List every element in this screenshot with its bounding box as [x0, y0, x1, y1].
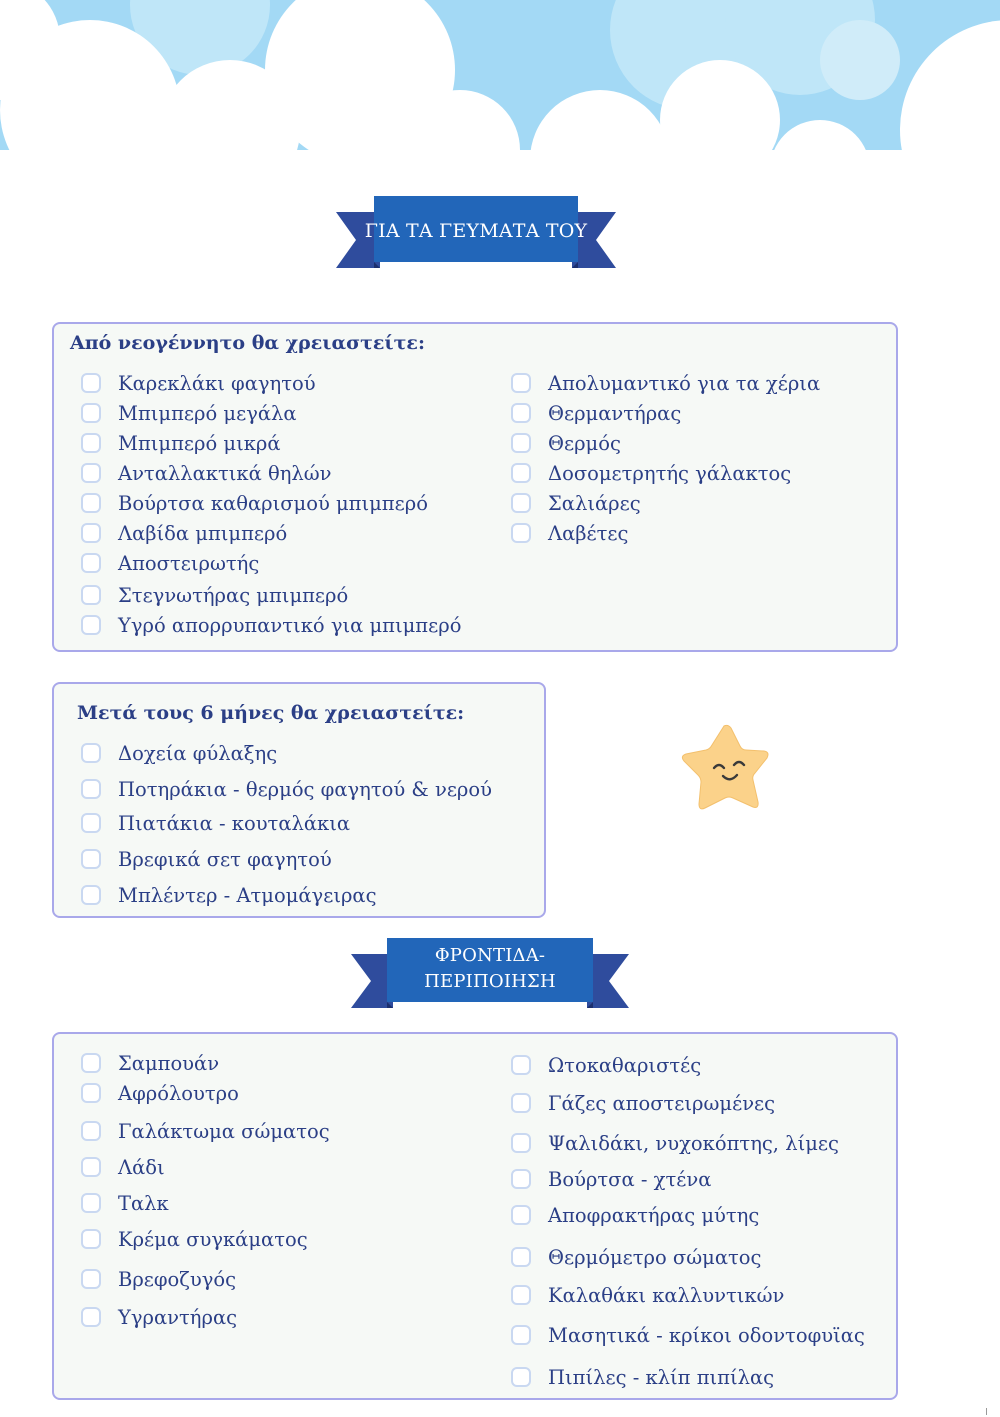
checklist-item-label: Δοχεία φύλαξης [118, 742, 278, 765]
checkbox-icon[interactable] [511, 1055, 531, 1075]
section-ribbon-care [351, 938, 629, 1010]
checklist-item-label: Γάζες αποστειρωμένες [548, 1092, 776, 1115]
checklist-item-label: Υγραντήρας [118, 1306, 238, 1329]
checkbox-icon[interactable] [511, 1285, 531, 1305]
checklist-item-label: Λάδι [118, 1156, 165, 1179]
checklist-item-label: Απολυμαντικό για τα χέρια [548, 372, 821, 395]
checklist-item-label: Αποστειρωτής [118, 552, 260, 575]
checkbox-icon[interactable] [81, 523, 101, 543]
checklist-item-label: Λαβέτες [548, 522, 629, 545]
checklist-item-label: Πιατάκια - κουταλάκια [118, 812, 351, 835]
checkbox-icon[interactable] [511, 493, 531, 513]
section-title-care-line2: ΠΕΡΙΠΟΙΗΣΗ [424, 971, 556, 992]
checklist-item-label: Υγρό απορρυπαντικό για μπιμπερό [118, 614, 462, 637]
checkbox-icon[interactable] [81, 813, 101, 833]
section-title-meals: ΓΙΑ ΤΑ ΓΕΥΜΑΤΑ ΤΟΥ [364, 220, 588, 242]
checkbox-icon[interactable] [511, 1205, 531, 1225]
checkbox-icon[interactable] [511, 1093, 531, 1113]
checkbox-icon[interactable] [81, 1307, 101, 1327]
checklist-item-label: Μπλέντερ - Ατμομάγειρας [118, 884, 377, 907]
checkbox-icon[interactable] [81, 1083, 101, 1103]
checklist-item-label: Δοσομετρητής γάλακτος [548, 462, 792, 485]
checklist-item-label: Ταλκ [118, 1192, 169, 1215]
checklist-item-label: Καρεκλάκι φαγητού [118, 372, 316, 395]
checklist-item-label: Καλαθάκι καλλυντικών [548, 1284, 785, 1307]
checkbox-icon[interactable] [81, 553, 101, 573]
checklist-item-label: Σαλιάρες [548, 492, 641, 515]
checklist-item-label: Βρεφικά σετ φαγητού [118, 848, 332, 871]
checkbox-icon[interactable] [81, 1269, 101, 1289]
checkbox-icon[interactable] [81, 1053, 101, 1073]
checklist-item-label: Αποφρακτήρας μύτης [548, 1204, 760, 1227]
checkbox-icon[interactable] [511, 1367, 531, 1387]
checkbox-icon[interactable] [81, 1229, 101, 1249]
checklist-item-label: Θερμόμετρο σώματος [548, 1246, 762, 1269]
checkbox-icon[interactable] [81, 779, 101, 799]
checkbox-icon[interactable] [81, 849, 101, 869]
checkbox-icon[interactable] [81, 373, 101, 393]
checklist-item-label: Λαβίδα μπιμπερό [118, 522, 288, 545]
page-mark [986, 1408, 987, 1415]
checkbox-icon[interactable] [511, 373, 531, 393]
checklist-item-label: Μπιμπερό μικρά [118, 432, 281, 455]
checklist-item-label: Σαμπουάν [118, 1052, 220, 1075]
checkbox-icon[interactable] [511, 1247, 531, 1267]
checklist-item-label: Μπιμπερό μεγάλα [118, 402, 297, 425]
checklist-item-label: Ανταλλακτικά θηλών [118, 462, 332, 485]
checkbox-icon[interactable] [81, 885, 101, 905]
checklist-item-label: Βρεφοζυγός [118, 1268, 237, 1291]
checklist-item-label: Ποτηράκια - θερμός φαγητού & νερού [118, 778, 492, 801]
checkbox-icon[interactable] [511, 523, 531, 543]
newborn-checklist [52, 322, 898, 652]
checklist-item-label: Ψαλιδάκι, νυχοκόπτης, λίμες [548, 1132, 839, 1155]
checkbox-icon[interactable] [81, 1193, 101, 1213]
checklist-item-label: Πιπίλες - κλίπ πιπίλας [548, 1366, 775, 1389]
clouds-decoration [0, 0, 1000, 180]
checkbox-icon[interactable] [81, 463, 101, 483]
checkbox-icon[interactable] [511, 463, 531, 483]
newborn-title: Από νεογέννητο θα χρειαστείτε: [70, 332, 425, 354]
checkbox-icon[interactable] [81, 403, 101, 423]
checklist-item-label: Κρέμα συγκάματος [118, 1228, 308, 1251]
checkbox-icon[interactable] [511, 1325, 531, 1345]
checkbox-icon[interactable] [81, 585, 101, 605]
checklist-item-label: Θερμαντήρας [548, 402, 682, 425]
smiling-star-icon [676, 720, 776, 816]
checklist-item-label: Αφρόλουτρο [118, 1082, 239, 1105]
checklist-item-label: Ωτοκαθαριστές [548, 1054, 702, 1077]
checklist-item-label: Θερμός [548, 432, 621, 455]
checkbox-icon[interactable] [81, 743, 101, 763]
checkbox-icon[interactable] [81, 1157, 101, 1177]
six-months-checklist [52, 682, 546, 918]
section-ribbon-meals [336, 196, 616, 270]
checklist-item-label: Στεγνωτήρας μπιμπερό [118, 584, 349, 607]
checkbox-icon[interactable] [81, 615, 101, 635]
checkbox-icon[interactable] [81, 493, 101, 513]
section-title-care-line1: ΦΡΟΝΤΙΔΑ- [434, 945, 546, 966]
checklist-item-label: Γαλάκτωμα σώματος [118, 1120, 330, 1143]
checkbox-icon[interactable] [511, 403, 531, 423]
checkbox-icon[interactable] [511, 433, 531, 453]
checkbox-icon[interactable] [511, 1169, 531, 1189]
checkbox-icon[interactable] [81, 433, 101, 453]
checklist-item-label: Βούρτσα καθαρισμού μπιμπερό [118, 492, 428, 515]
six-months-title: Μετά τους 6 μήνες θα χρειαστείτε: [77, 702, 465, 724]
care-checklist [52, 1032, 898, 1400]
checkbox-icon[interactable] [511, 1133, 531, 1153]
checklist-item-label: Βούρτσα - χτένα [548, 1168, 712, 1191]
checklist-item-label: Μασητικά - κρίκοι οδοντοφυϊας [548, 1324, 865, 1347]
checkbox-icon[interactable] [81, 1121, 101, 1141]
